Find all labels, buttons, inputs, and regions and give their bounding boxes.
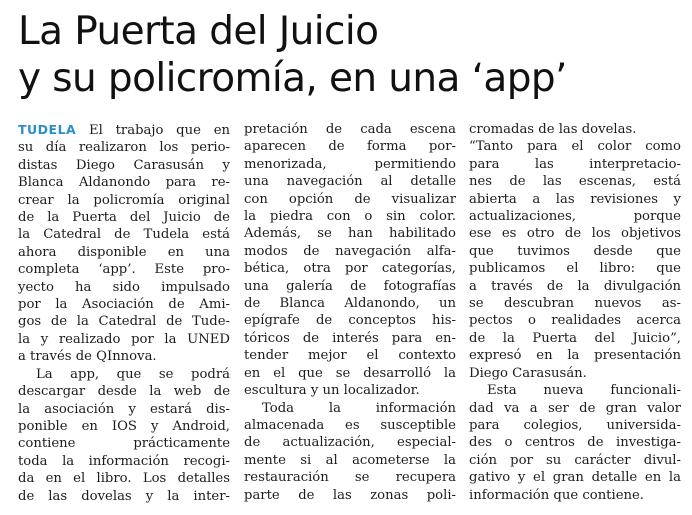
body-line: epígrafe de conceptos his-: [244, 313, 456, 329]
body-line: ponible en IOS y Android,: [18, 418, 230, 434]
body-line: expresó en la presentación: [469, 348, 681, 364]
body-line: una navegación al detalle: [244, 174, 456, 190]
body-line: escultura y un localizador.: [244, 383, 420, 399]
headline: [18, 8, 678, 102]
body-line: la asociación y estará dis-: [18, 401, 230, 417]
body-text: El trabajo que en: [76, 123, 230, 138]
body-line: gativo y el gran detalle en la: [469, 470, 681, 486]
body-line: a través de QInnova.: [18, 349, 157, 365]
body-line: descargar desde la web de: [18, 384, 230, 400]
body-line: crear la policromía original: [18, 192, 230, 208]
body-line: ahora disponible en una: [18, 244, 230, 260]
body-line: publicamos el libro: que: [469, 261, 681, 277]
body-line: contiene prácticamente: [18, 436, 230, 452]
headline-line-1: La Puerta del Juicio: [18, 9, 379, 54]
body-line: da en el libro. Los detalles: [18, 471, 230, 487]
body-line: aparecen de forma por-: [244, 139, 456, 155]
body-line: la piedra con o sin color.: [244, 209, 456, 225]
body-line: bética, otra por categorías,: [244, 261, 456, 277]
body-line: yecto ha sido impulsado: [18, 279, 230, 295]
body-line: modos de navegación alfa-: [244, 243, 456, 259]
body-line: para colegios, universida-: [469, 417, 681, 433]
body-line: gos de la Catedral de Tude-: [18, 314, 230, 330]
body-line: la y realizado por la UNED: [18, 331, 230, 347]
article-column-3: [469, 121, 681, 504]
article-column-1: [18, 121, 230, 505]
body-line: parte de las zonas poli-: [244, 487, 456, 503]
body-line: menorizada, permitiendo: [244, 156, 456, 172]
body-line: ese es otro de los objetivos: [469, 226, 681, 242]
body-line: completa ‘app’. Este pro-: [18, 262, 230, 278]
body-line: su día realizaron los perio-: [18, 140, 230, 156]
location-tag: TUDELA: [18, 122, 77, 137]
body-line: tender mejor el contexto: [244, 348, 456, 364]
body-line: Además, se han habilitado: [244, 226, 456, 242]
body-line: dad va a ser de gran valor: [469, 400, 681, 416]
body-line: Esta nueva funcionali-: [487, 383, 681, 399]
body-line: La app, que se podrá: [36, 366, 230, 382]
headline-line-2: y su policromía, en una ‘app’: [18, 56, 567, 101]
body-line: des o centros de investiga-: [469, 435, 681, 451]
body-line: una galería de fotografías: [244, 278, 456, 294]
body-line: almacenada es susceptible: [244, 417, 456, 433]
body-line: “Tanto para el color como: [469, 139, 681, 155]
body-line: la Catedral de Tudela está: [18, 227, 230, 243]
body-line: pectos o realidades acerca: [469, 313, 681, 329]
body-line: tóricos de interés para en-: [244, 330, 456, 346]
body-line: Toda la información: [262, 400, 456, 416]
body-line: restauración se recupera: [244, 470, 456, 486]
article-column-2: [244, 121, 456, 504]
body-line: para las interpretacio-: [469, 156, 681, 172]
body-line: ción por su carácter divul-: [469, 452, 681, 468]
body-line: por la Asociación de Ami-: [18, 297, 230, 313]
body-line: abierta a las revisiones y: [469, 191, 681, 207]
body-line: distas Diego Carasusán y: [18, 157, 230, 173]
body-line: en el que se desarrolló la: [244, 365, 456, 381]
body-line: Blanca Aldanondo para re-: [18, 175, 230, 191]
body-line: Diego Carasusán.: [469, 365, 587, 381]
article-body: [18, 121, 680, 511]
body-line: de la Puerta del Juicio”,: [469, 330, 681, 346]
body-line: de las dovelas y la inter-: [18, 488, 230, 504]
body-line: nes de las escenas, está: [469, 174, 681, 190]
body-line: que tuvimos desde que: [469, 243, 681, 259]
body-line: mente si al acometerse la: [244, 452, 456, 468]
body-line: información que contiene.: [469, 487, 644, 503]
body-line: [18, 121, 230, 139]
body-line: cromadas de las dovelas.: [469, 122, 637, 137]
body-line: de actualización, especial-: [244, 435, 456, 451]
body-line: actualizaciones, porque: [469, 209, 681, 225]
body-line: se descubran nuevos as-: [469, 296, 681, 312]
body-line: pretación de cada escena: [244, 122, 456, 137]
body-line: de la Puerta del Juicio de: [18, 210, 230, 226]
body-line: toda la información recogi-: [18, 453, 230, 469]
body-line: a través de la divulgación: [469, 278, 681, 294]
body-line: con opción de visualizar: [244, 191, 456, 207]
body-line: de Blanca Aldanondo, un: [244, 296, 456, 312]
